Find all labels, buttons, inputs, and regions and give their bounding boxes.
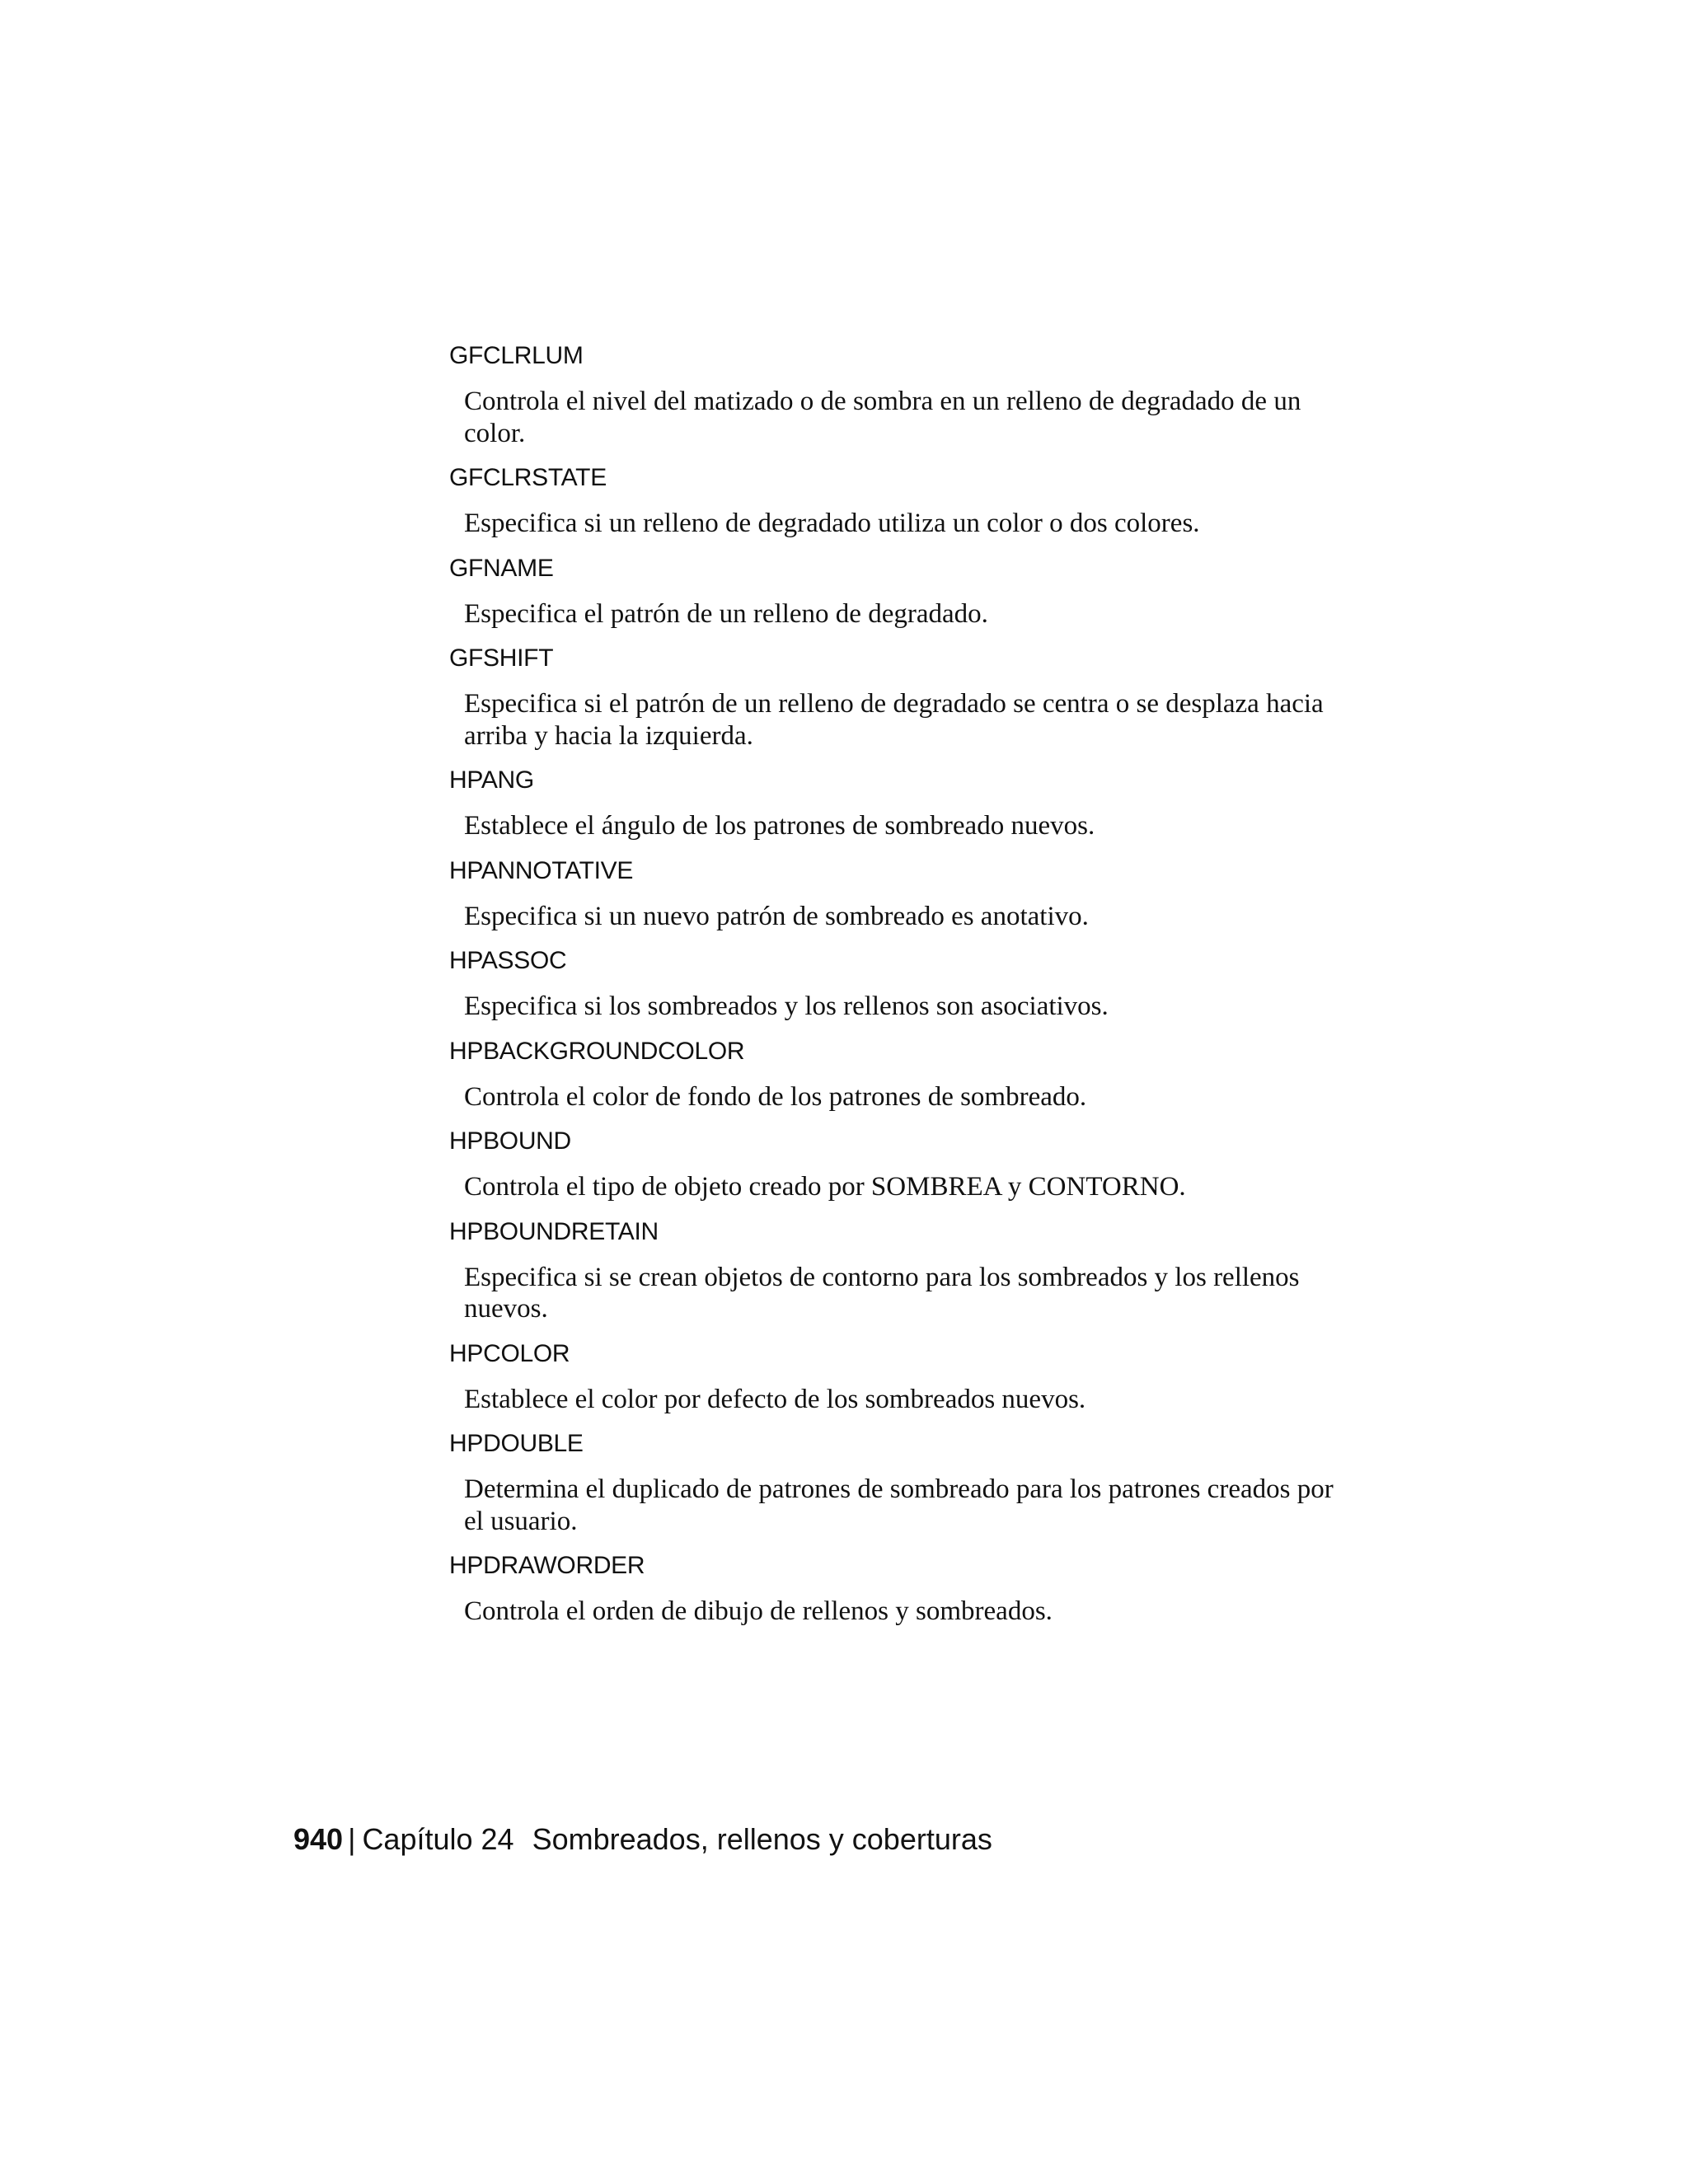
variable-description: Especifica si los sombreados y los rellenos son asociativos. [464, 991, 1109, 1021]
variable-name: HPCOLOR [449, 1339, 570, 1367]
variable-name: GFCLRLUM [449, 342, 584, 369]
list-item [449, 640, 1356, 752]
variable-list [449, 338, 1356, 1638]
list-item [449, 762, 1356, 842]
variable-name: HPBOUND [449, 1127, 571, 1155]
variable-description: Controla el nivel del matizado o de sombra en un relleno de degradado de un color. [464, 387, 1301, 448]
variable-description: Especifica si un relleno de degradado utiliza un color o dos colores. [464, 509, 1200, 538]
page-footer [293, 1819, 992, 1860]
variable-description: Especifica si se crean objetos de contorno para los sombreados y los rellenos nuevos. [464, 1262, 1300, 1324]
variable-name: HPANNOTATIVE [449, 856, 634, 884]
chapter-label: Capítulo 24 [362, 1822, 514, 1856]
variable-description: Especifica si el patrón de un relleno de degradado se centra o se desplaza hacia arriba y hacia la izquierda. [464, 689, 1324, 751]
chapter-title: Sombreados, rellenos y coberturas [532, 1822, 992, 1856]
variable-name: GFNAME [449, 554, 554, 582]
list-item [449, 460, 1356, 540]
list-item [449, 1336, 1356, 1416]
page-number: 940 [293, 1822, 344, 1856]
list-item [449, 1214, 1356, 1325]
list-item [449, 943, 1356, 1023]
variable-description: Controla el tipo de objeto creado por SOMBREA y CONTORNO. [464, 1172, 1186, 1202]
variable-name: HPASSOC [449, 947, 567, 974]
list-item [449, 853, 1356, 933]
variable-name: HPANG [449, 766, 534, 794]
variable-description: Establece el color por defecto de los sombreados nuevos. [464, 1384, 1086, 1414]
variable-name: GFSHIFT [449, 644, 554, 672]
variable-description: Establece el ángulo de los patrones de sombreado nuevos. [464, 811, 1095, 841]
list-item [449, 551, 1356, 630]
list-item [449, 1033, 1356, 1113]
variable-name: HPDRAWORDER [449, 1552, 645, 1579]
list-item [449, 338, 1356, 449]
variable-description: Controla el orden de dibujo de rellenos y sombreados. [464, 1596, 1053, 1626]
variable-name: HPBOUNDRETAIN [449, 1217, 659, 1245]
variable-name: HPBACKGROUNDCOLOR [449, 1037, 745, 1065]
list-item [449, 1426, 1356, 1537]
variable-name: HPDOUBLE [449, 1430, 584, 1457]
variable-description: Controla el color de fondo de los patrones de sombreado. [464, 1081, 1087, 1112]
variable-name: GFCLRSTATE [449, 464, 607, 491]
list-item [449, 1123, 1356, 1203]
footer-separator: | [348, 1822, 356, 1856]
variable-description: Determina el duplicado de patrones de sombreado para los patrones creados por el usuario. [464, 1474, 1334, 1536]
variable-description: Especifica si un nuevo patrón de sombreado es anotativo. [464, 901, 1089, 931]
list-item [449, 1548, 1356, 1628]
variable-description: Especifica el patrón de un relleno de degradado. [464, 598, 988, 629]
